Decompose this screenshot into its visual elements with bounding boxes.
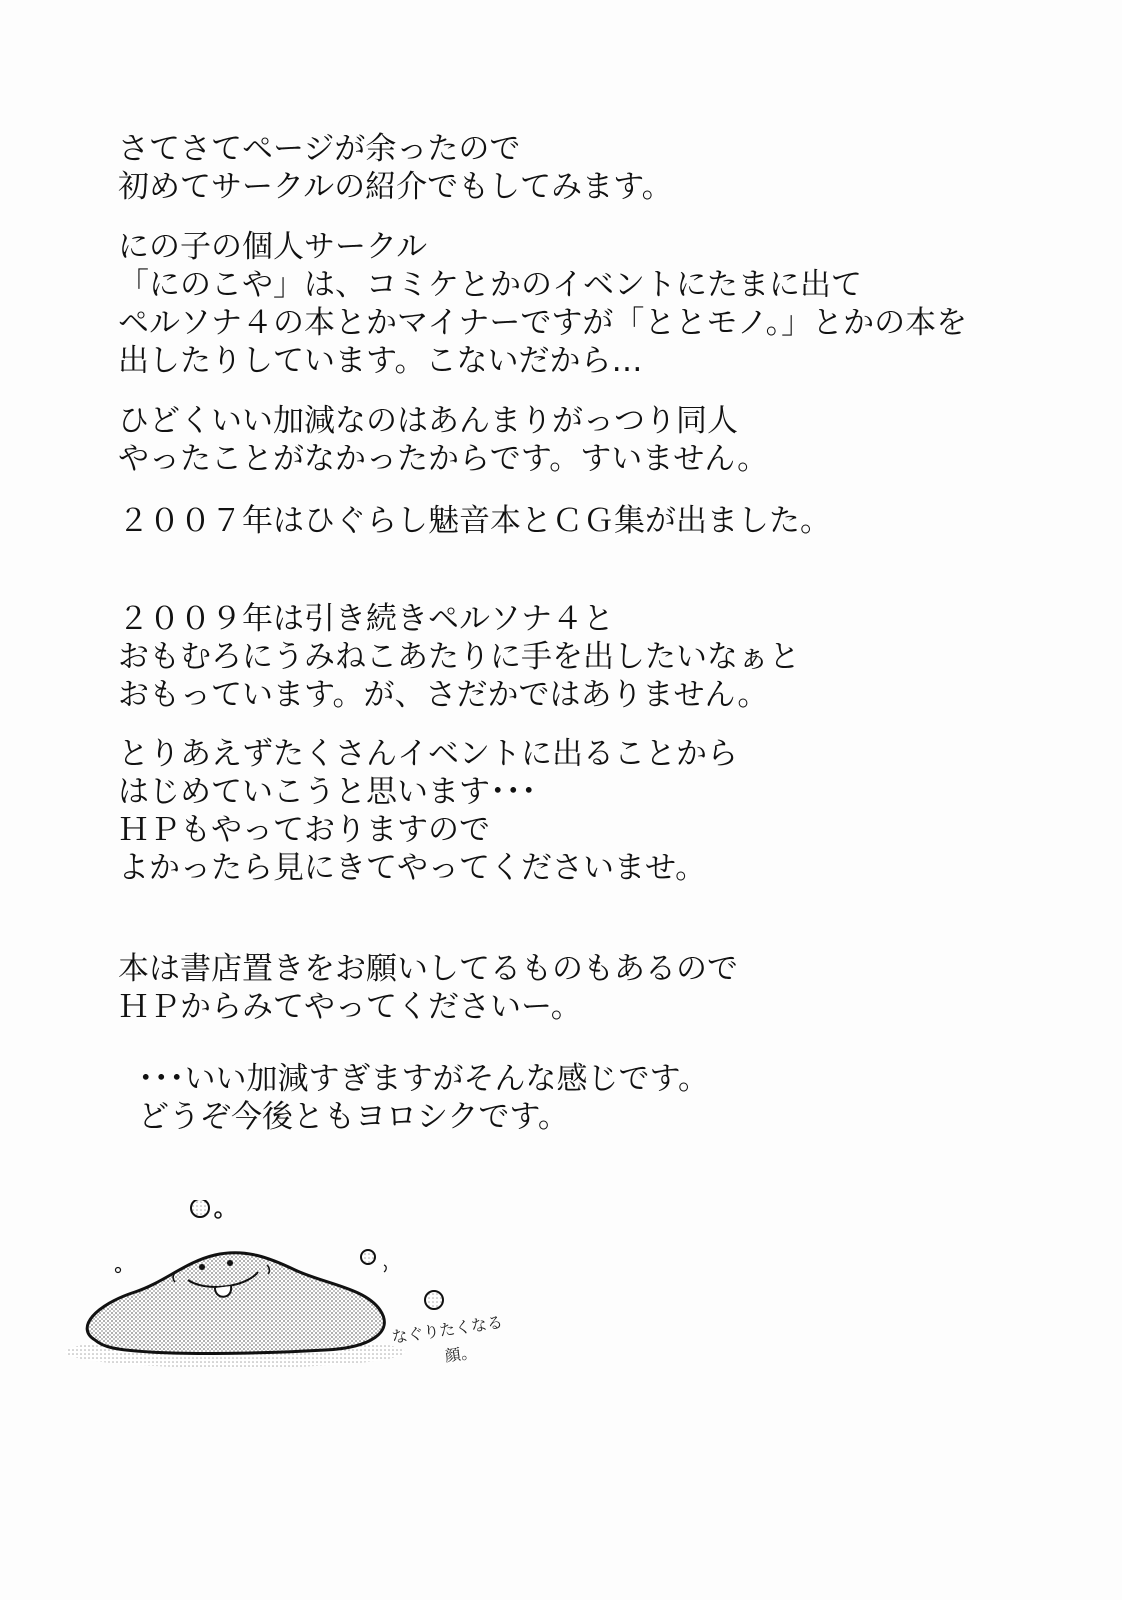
text-line: とりあえずたくさんイベントに出ることから bbox=[118, 736, 738, 772]
bubble-large-1 bbox=[191, 1200, 209, 1217]
text-line: さてさてページが余ったので bbox=[118, 131, 521, 167]
text-line: 「にのこや」は、コミケとかのイベントにたまに出て bbox=[118, 267, 862, 303]
text-line: はじめていこうと思います･･･ bbox=[118, 774, 537, 810]
paragraph-circle bbox=[118, 228, 967, 380]
text-line: にの子の個人サークル bbox=[118, 229, 428, 265]
caption-line: なぐりたくなる bbox=[390, 1312, 504, 1347]
text-line: どうぞ今後ともヨロシクです。 bbox=[138, 1099, 569, 1135]
text-line: ＨＰからみてやってくださいー。 bbox=[118, 989, 582, 1025]
paragraph-bookstore bbox=[118, 950, 738, 1026]
text-line: ペルソナ４の本とかマイナーですが「ととモノ。」とかの本を bbox=[118, 305, 968, 341]
paragraph-2009 bbox=[118, 600, 800, 714]
text-line: ２００９年は引き続きペルソナ４と bbox=[118, 601, 614, 637]
text-line: おもっています。が、さだかではありません。 bbox=[118, 677, 769, 713]
text-line: おもむろにうみねこあたりに手を出したいなぁと bbox=[118, 639, 800, 675]
text-line: やったことがなかったからです。すいません。 bbox=[118, 441, 769, 477]
text-line: 本は書店置きをお願いしてるものもあるので bbox=[118, 951, 738, 987]
blob-eye-right bbox=[227, 1260, 233, 1266]
caption-line: 顔。 bbox=[443, 1342, 478, 1366]
text-line: 初めてサークルの紹介でもしてみます。 bbox=[118, 169, 673, 205]
text-line: ２００７年はひぐらし魅音本とＣＧ集が出ました。 bbox=[118, 503, 831, 539]
blob-eye-left bbox=[199, 1264, 205, 1270]
text-line: よかったら見にきてやってくださいませ。 bbox=[118, 850, 707, 886]
paragraph-closing bbox=[138, 1060, 709, 1136]
bubble-large-2 bbox=[361, 1250, 375, 1264]
text-line: 出したりしています。こないだから… bbox=[118, 343, 643, 379]
paragraph-intro bbox=[118, 130, 673, 206]
paragraph-apology bbox=[118, 402, 768, 478]
text-line: ひどくいい加減なのはあんまりがっつり同人 bbox=[118, 403, 738, 439]
paragraph-events-hp bbox=[118, 735, 738, 887]
blob-body bbox=[87, 1253, 384, 1354]
bubble-large-3 bbox=[425, 1291, 443, 1309]
text-line: ･･･いい加減すぎますがそんな感じです。 bbox=[138, 1061, 710, 1097]
text-line: ＨＰもやっておりますので bbox=[118, 812, 490, 848]
paragraph-2007 bbox=[118, 502, 831, 540]
